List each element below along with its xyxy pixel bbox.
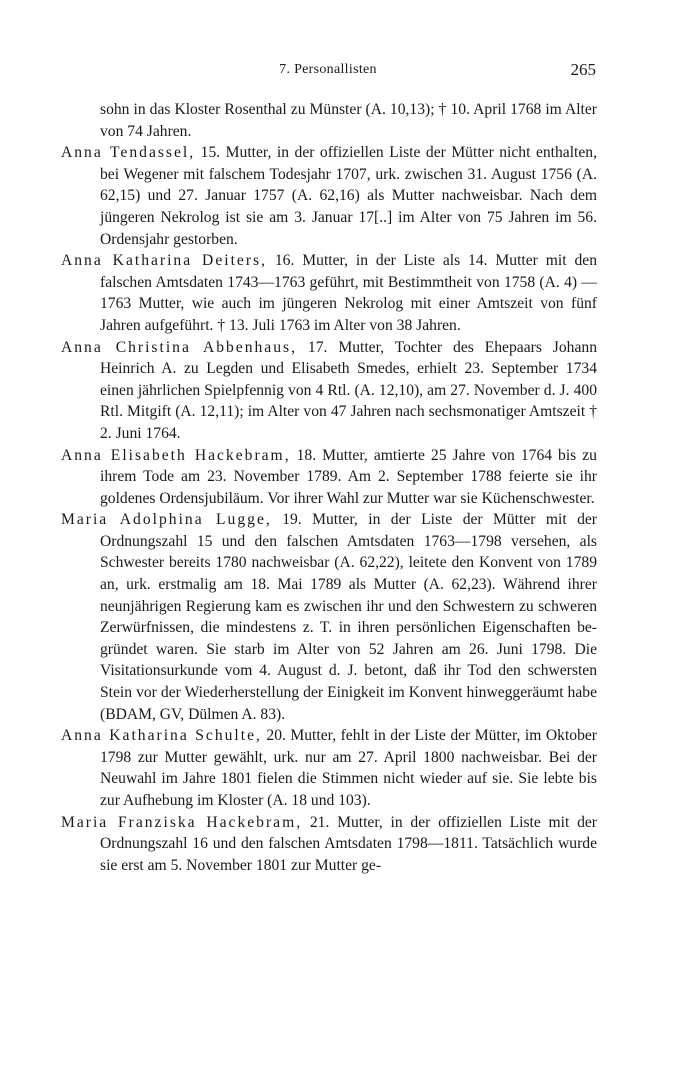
list-entry (61, 812, 597, 877)
list-entry (61, 509, 597, 725)
list-entry (61, 725, 597, 811)
entry-name: Anna Tendassel, (61, 144, 196, 162)
list-entry (61, 337, 597, 445)
running-head (60, 62, 596, 84)
entry-text: 18. Mutter, amtierte 25 Jahre von 1764 bis zu ihrem Tode am 23. November 1789. Am 2. September 1788 feierte sie ihr goldenes Ordensjubiläum. Vor ihrer Wahl zur Mutter war sie Küchenschwester. (100, 446, 597, 507)
entry-text: 19. Mutter, in der Liste der Mütter mit der Ordnungszahl 15 und den falschen Amtsdaten 1763—1798 versehen, als Schwester bereits 1780 nachweisbar (A. 62,22), leitete den Konvent von 1789 an, urk. erstmalig am 18. Mai 1789 als Mutter (A. 62,23). Während ihrer neunjährigen Regierung kam es zwischen ihr und den Schwestern zu schweren Zerwürfnissen, die mindestens z. T. in ihren persönlichen Eigenschaften begründet waren. Sie starb im Alter von 52 Jahren am 26. Juni 1798. Die Visitationsurkunde vom 4. August d. J. betont, daß ihr Tod den schwersten Stein vor der Wiederherstellung der Einigkeit im Konvent hinweggeräumt habe (BDAM, GV, Dülmen A. 83). (100, 511, 597, 723)
entry-text: 20. Mutter, fehlt in der Liste der Mütter, im Oktober 1798 zur Mutter gewählt, urk. nur am 27. April 1800 nachweisbar. Bei der Neuwahl im Jahre 1801 fielen die Stimmen nicht wieder auf sie. Sie lebte bis zur Aufhebung im Kloster (A. 18 und 103). (100, 727, 597, 809)
list-entry (61, 250, 597, 336)
section-title: 7. Personallisten (279, 62, 377, 77)
list-entry (61, 142, 597, 250)
entry-text: sohn in das Kloster Rosenthal zu Münster (A. 10,13); † 10. April 1768 im Alter von 74 Jahren. (100, 101, 597, 140)
entry-name: Anna Katharina Deiters, (61, 252, 267, 270)
list-entry-continuation (61, 99, 597, 142)
entry-text: 21. Mutter, in der offiziellen Liste mit der Ordnungszahl 16 und den falschen Amtsdaten 1798—1811. Tatsächlich wurde sie erst am 5. November 1801 zur Mutter ge- (100, 813, 597, 874)
page-number: 265 (570, 60, 596, 79)
list-entry (61, 445, 597, 510)
entry-name: Anna Christina Abbenhaus, (61, 338, 297, 356)
entry-name: Anna Elisabeth Hackebram, (61, 446, 291, 464)
entry-name: Maria Adolphina Lugge, (61, 511, 272, 529)
entry-text: 16. Mutter, in der Liste als 14. Mutter mit den falschen Amtsdaten 1743—1763 geführt, mit Bestimmtheit von 1758 (A. 4) — 1763 Mutter, wie auch im jüngeren Nekrolog mit einer Amtszeit von fünf Jahren aufgeführt. † 13. Juli 1763 im Alter von 38 Jahren. (100, 252, 597, 334)
entry-text: 15. Mutter, in der offiziellen Liste der Mütter nicht enthalten, bei Wegener mit falschem Todesjahr 1707, urk. zwischen 31. August 1756 (A. 62,15) und 27. Januar 1757 (A. 62,16) als Mutter nachweisbar. Nach dem jüngeren Nekrolog ist sie am 3. Januar 17[..] im Alter von 75 Jahren im 56. Ordensjahr gestorben. (100, 144, 597, 248)
entry-name: Maria Franziska Hackebram, (61, 813, 303, 831)
body-text (61, 99, 597, 876)
entry-text: 17. Mutter, Tochter des Ehepaars Johann Heinrich A. zu Legden und Elisabeth Smedes, erhielt 23. September 1734 einen jährlichen Spielpfennig von 4 Rtl. (A. 12,10), am 27. November d. J. 400 Rtl. Mitgift (A. 12,11); im Alter von 47 Jahren nach sechsmonatiger Amtszeit † 2. Juni 1764. (100, 338, 597, 442)
entry-name: Anna Katharina Schulte, (61, 727, 262, 745)
